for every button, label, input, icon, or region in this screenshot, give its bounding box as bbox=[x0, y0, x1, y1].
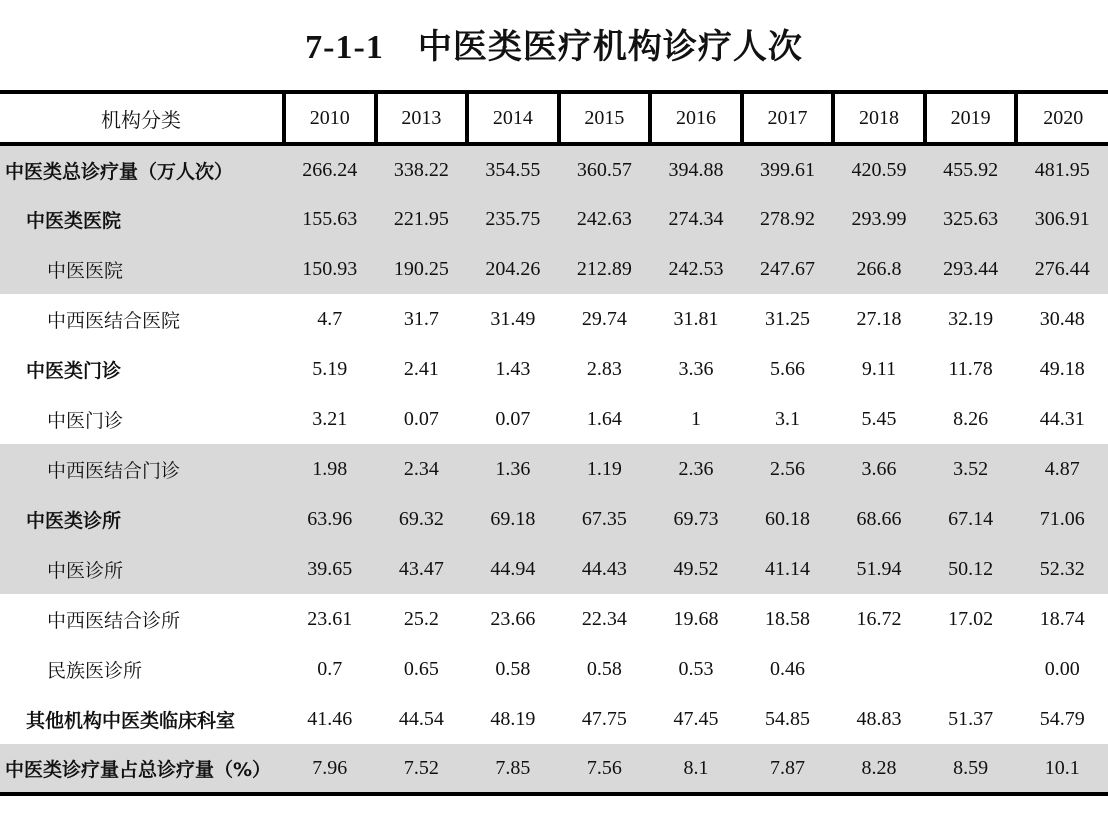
cell-value: 71.06 bbox=[1016, 494, 1108, 544]
cell-value: 235.75 bbox=[467, 194, 559, 244]
cell-value: 7.96 bbox=[284, 744, 376, 794]
cell-value: 22.34 bbox=[581, 607, 627, 630]
cell-value: 0.65 bbox=[403, 657, 439, 680]
cell-value: 4.87 bbox=[1016, 444, 1108, 494]
cell-value: 3.21 bbox=[312, 407, 348, 430]
cell-value: 54.79 bbox=[1039, 707, 1085, 730]
cell-value: 31.25 bbox=[765, 307, 810, 330]
row-label: 中西医结合门诊 bbox=[0, 444, 284, 494]
cell-value: 360.57 bbox=[559, 144, 651, 194]
cell-value: 44.31 bbox=[1039, 407, 1085, 430]
cell-value: 2.56 bbox=[742, 444, 834, 494]
row-label: 中西医结合医院 bbox=[47, 309, 181, 332]
header-row bbox=[0, 92, 1108, 144]
cell-value: 43.47 bbox=[376, 544, 468, 594]
cell-value: 8.28 bbox=[833, 744, 925, 794]
cell-value: 7.56 bbox=[559, 744, 651, 794]
cell-value: 3.66 bbox=[833, 444, 925, 494]
cell-value: 9.11 bbox=[861, 357, 897, 380]
cell-value: 69.32 bbox=[376, 494, 468, 544]
header-year: 2018 bbox=[833, 92, 925, 144]
header-year: 2010 bbox=[284, 92, 376, 144]
cell-value: 3.36 bbox=[678, 357, 714, 380]
cell-value: 10.1 bbox=[1016, 744, 1108, 794]
cell-value: 2.34 bbox=[376, 444, 468, 494]
cell-value: 7.87 bbox=[742, 744, 834, 794]
cell-value: 3.52 bbox=[925, 444, 1017, 494]
cell-value: 274.34 bbox=[650, 194, 742, 244]
cell-value: 25.2 bbox=[403, 607, 439, 630]
cell-value: 31.81 bbox=[673, 307, 719, 330]
cell-value: 1.98 bbox=[284, 444, 376, 494]
cell-value: 18.58 bbox=[765, 607, 810, 630]
cell-value: 0.07 bbox=[403, 407, 439, 430]
cell-value: 69.18 bbox=[467, 494, 559, 544]
cell-value: 32.19 bbox=[948, 307, 994, 330]
cell-value: 481.95 bbox=[1016, 144, 1108, 194]
cell-value: 293.99 bbox=[833, 194, 925, 244]
cell-value: 8.1 bbox=[650, 744, 742, 794]
cell-value: 8.59 bbox=[925, 744, 1017, 794]
cell-value: 399.61 bbox=[742, 144, 834, 194]
cell-value: 2.83 bbox=[586, 357, 622, 380]
cell-value: 44.54 bbox=[398, 707, 444, 730]
cell-value: 11.78 bbox=[948, 357, 993, 380]
header-label: 机构分类 bbox=[0, 92, 284, 144]
header-year: 2020 bbox=[1016, 92, 1108, 144]
header-year: 2016 bbox=[650, 92, 742, 144]
cell-value: 67.35 bbox=[559, 494, 651, 544]
cell-value: 5.45 bbox=[861, 407, 897, 430]
row-label: 中医医院 bbox=[0, 244, 284, 294]
cell-value: 394.88 bbox=[650, 144, 742, 194]
cell-value: 266.24 bbox=[284, 144, 376, 194]
cell-value: 3.1 bbox=[775, 407, 800, 430]
cell-value: 49.52 bbox=[650, 544, 742, 594]
cell-value: 41.14 bbox=[742, 544, 834, 594]
cell-value: 8.26 bbox=[953, 407, 989, 430]
cell-value: 325.63 bbox=[925, 194, 1017, 244]
table-row bbox=[0, 294, 1108, 344]
table-row bbox=[0, 494, 1108, 544]
cell-value: 266.8 bbox=[833, 244, 925, 294]
cell-value: 247.67 bbox=[742, 244, 834, 294]
cell-value: 5.19 bbox=[312, 357, 348, 380]
cell-value: 51.37 bbox=[948, 707, 994, 730]
cell-value: 221.95 bbox=[376, 194, 468, 244]
row-label: 中医类诊所 bbox=[0, 494, 284, 544]
cell-value bbox=[925, 644, 1017, 694]
cell-value: 23.61 bbox=[307, 607, 353, 630]
cell-value: 0.58 bbox=[495, 657, 531, 680]
cell-value: 7.85 bbox=[467, 744, 559, 794]
cell-value: 5.66 bbox=[770, 357, 805, 380]
cell-value: 47.45 bbox=[673, 707, 719, 730]
cell-value: 44.43 bbox=[559, 544, 651, 594]
cell-value: 1 bbox=[690, 407, 701, 430]
cell-value: 204.26 bbox=[467, 244, 559, 294]
cell-value: 41.46 bbox=[307, 707, 353, 730]
row-label: 民族医诊所 bbox=[47, 659, 143, 682]
cell-value: 420.59 bbox=[833, 144, 925, 194]
header-year: 2013 bbox=[376, 92, 468, 144]
cell-value: 4.7 bbox=[317, 307, 343, 330]
table-row bbox=[0, 394, 1108, 444]
cell-value: 150.93 bbox=[284, 244, 376, 294]
cell-value: 0.00 bbox=[1044, 657, 1080, 680]
table-row bbox=[0, 544, 1108, 594]
table-title-text: 中医类医疗机构诊疗人次 bbox=[417, 29, 803, 66]
cell-value: 17.02 bbox=[948, 607, 994, 630]
cell-value: 67.14 bbox=[925, 494, 1017, 544]
cell-value: 30.48 bbox=[1039, 307, 1085, 330]
row-label: 其他机构中医类临床科室 bbox=[26, 709, 236, 732]
cell-value: 48.19 bbox=[490, 707, 536, 730]
table-row bbox=[0, 244, 1108, 294]
cell-value: 1.36 bbox=[467, 444, 559, 494]
table-row bbox=[0, 694, 1108, 744]
cell-value: 242.63 bbox=[559, 194, 651, 244]
table-row bbox=[0, 644, 1108, 694]
table-row bbox=[0, 344, 1108, 394]
cell-value: 0.7 bbox=[317, 657, 343, 680]
cell-value: 276.44 bbox=[1016, 244, 1108, 294]
header-year: 2017 bbox=[742, 92, 834, 144]
cell-value: 44.94 bbox=[467, 544, 559, 594]
cell-value: 354.55 bbox=[467, 144, 559, 194]
row-label: 中医类医院 bbox=[0, 194, 284, 244]
cell-value: 242.53 bbox=[650, 244, 742, 294]
cell-value: 1.64 bbox=[586, 407, 622, 430]
cell-value: 0.07 bbox=[495, 407, 531, 430]
table-title bbox=[0, 26, 1108, 70]
cell-value: 52.32 bbox=[1016, 544, 1108, 594]
row-label: 中西医结合诊所 bbox=[47, 609, 181, 632]
cell-value: 338.22 bbox=[376, 144, 468, 194]
cell-value: 50.12 bbox=[925, 544, 1017, 594]
cell-value: 0.53 bbox=[678, 657, 714, 680]
cell-value: 68.66 bbox=[833, 494, 925, 544]
cell-value: 0.58 bbox=[586, 657, 622, 680]
cell-value: 2.41 bbox=[403, 357, 439, 380]
row-label: 中医类诊疗量占总诊疗量（%） bbox=[0, 744, 284, 794]
cell-value: 7.52 bbox=[376, 744, 468, 794]
cell-value: 0.46 bbox=[770, 657, 805, 680]
cell-value: 39.65 bbox=[284, 544, 376, 594]
row-label: 中医诊所 bbox=[0, 544, 284, 594]
cell-value: 278.92 bbox=[742, 194, 834, 244]
cell-value: 31.7 bbox=[403, 307, 439, 330]
cell-value: 306.91 bbox=[1016, 194, 1108, 244]
cell-value: 16.72 bbox=[856, 607, 902, 630]
header-year: 2014 bbox=[467, 92, 559, 144]
table-row bbox=[0, 144, 1108, 194]
cell-value: 293.44 bbox=[925, 244, 1017, 294]
header-year: 2019 bbox=[925, 92, 1017, 144]
row-label: 中医门诊 bbox=[47, 409, 124, 432]
cell-value: 23.66 bbox=[490, 607, 536, 630]
table-row bbox=[0, 194, 1108, 244]
row-label: 中医类门诊 bbox=[26, 359, 122, 382]
cell-value: 190.25 bbox=[376, 244, 468, 294]
cell-value: 19.68 bbox=[673, 607, 719, 630]
cell-value: 69.73 bbox=[650, 494, 742, 544]
cell-value: 31.49 bbox=[490, 307, 536, 330]
table-row bbox=[0, 594, 1108, 644]
cell-value bbox=[833, 644, 925, 694]
table-row bbox=[0, 444, 1108, 494]
cell-value: 455.92 bbox=[925, 144, 1017, 194]
cell-value: 155.63 bbox=[284, 194, 376, 244]
cell-value: 48.83 bbox=[856, 707, 902, 730]
table-number: 7-1-1 bbox=[305, 29, 384, 66]
cell-value: 60.18 bbox=[742, 494, 834, 544]
data-table bbox=[0, 90, 1108, 796]
table-row bbox=[0, 744, 1108, 794]
cell-value: 18.74 bbox=[1039, 607, 1085, 630]
cell-value: 47.75 bbox=[581, 707, 627, 730]
cell-value: 29.74 bbox=[581, 307, 627, 330]
cell-value: 49.18 bbox=[1039, 357, 1085, 380]
cell-value: 51.94 bbox=[833, 544, 925, 594]
cell-value: 27.18 bbox=[856, 307, 902, 330]
cell-value: 2.36 bbox=[650, 444, 742, 494]
header-year: 2015 bbox=[559, 92, 651, 144]
cell-value: 1.19 bbox=[559, 444, 651, 494]
cell-value: 212.89 bbox=[559, 244, 651, 294]
cell-value: 54.85 bbox=[765, 707, 810, 730]
cell-value: 63.96 bbox=[284, 494, 376, 544]
row-label: 中医类总诊疗量（万人次） bbox=[0, 144, 284, 194]
cell-value: 1.43 bbox=[495, 357, 531, 380]
